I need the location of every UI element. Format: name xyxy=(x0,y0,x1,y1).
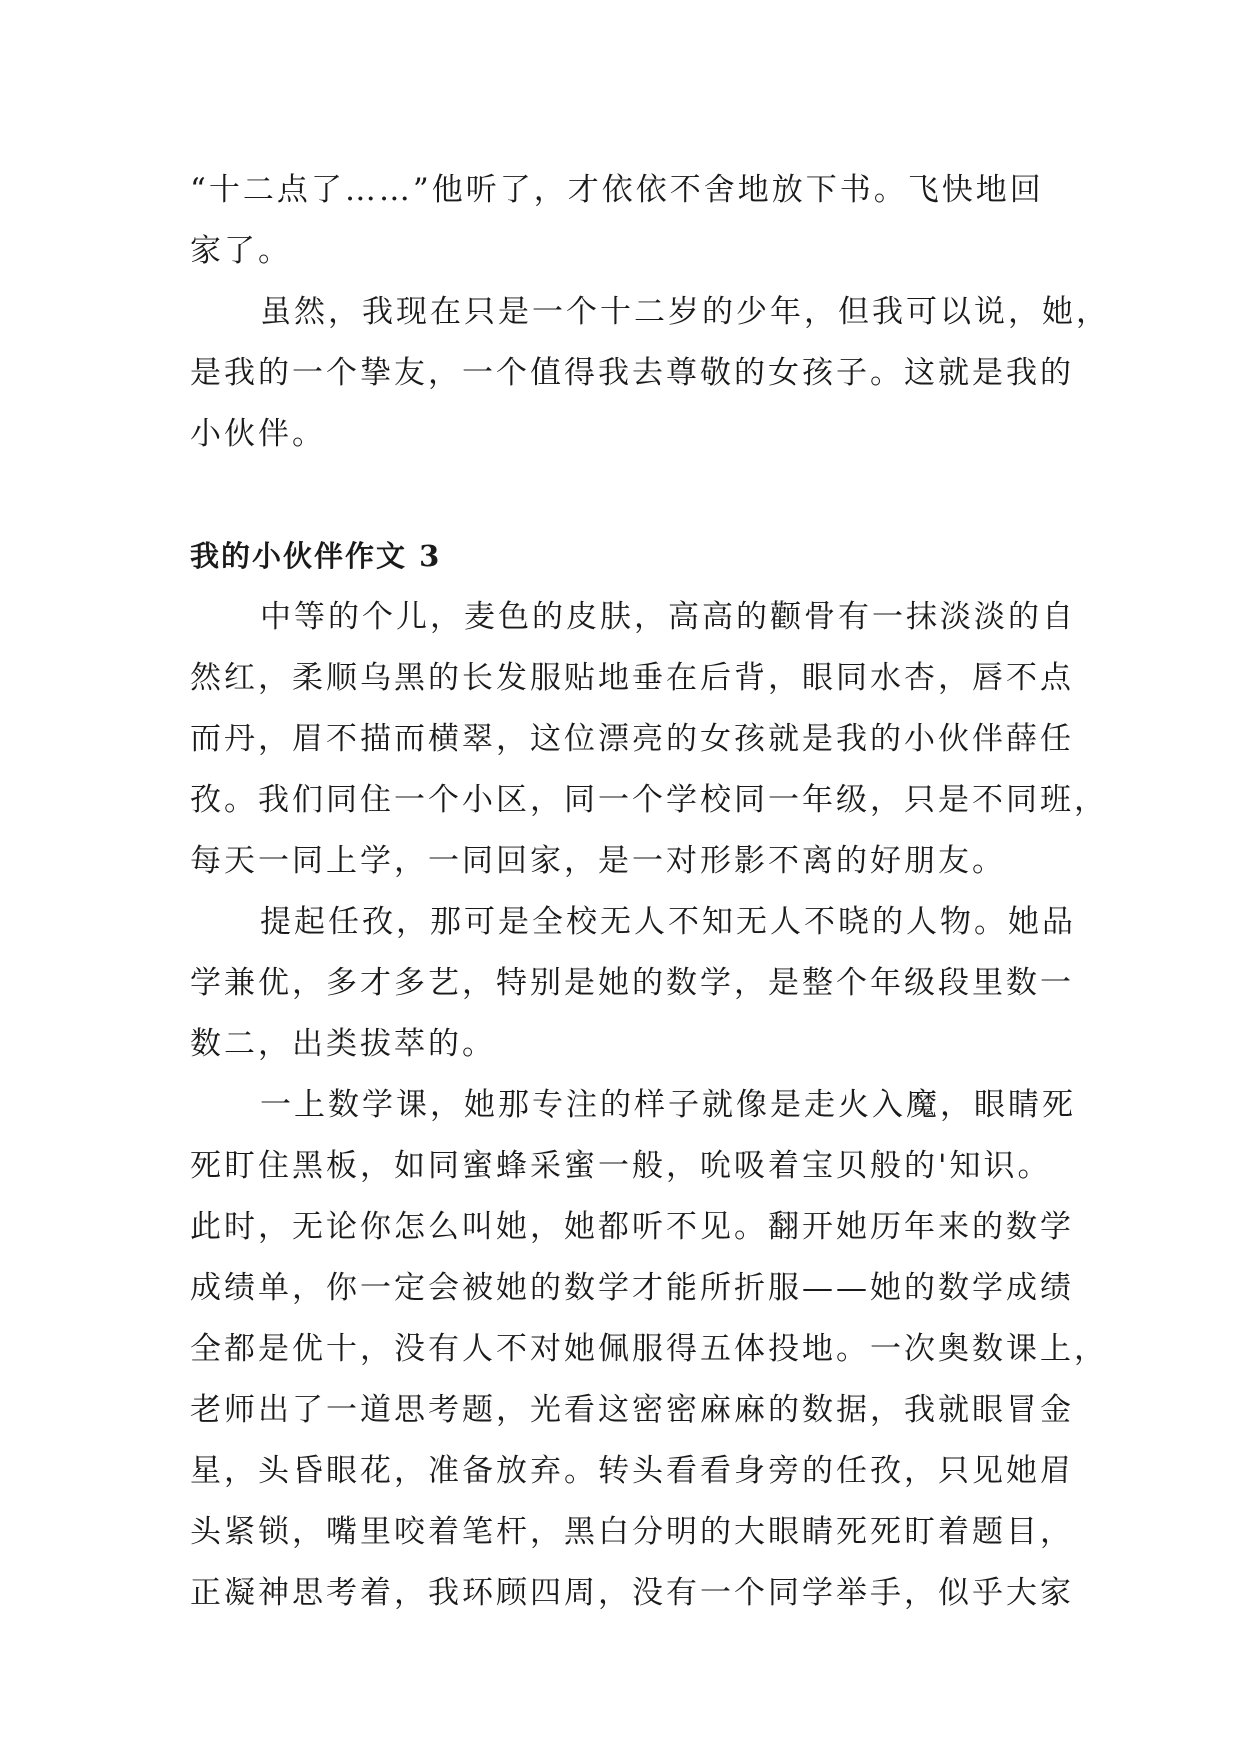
text-line: 孜。我们同住一个小区，同一个学校同一年级，只是不同班， xyxy=(190,782,1108,818)
paragraph xyxy=(190,282,1110,465)
text-line: 每天一同上学，一同回家，是一对形影不离的好朋友。 xyxy=(190,843,1006,879)
text-line: 成绩单，你一定会被她的数学才能所折服——她的数学成绩 xyxy=(190,1270,1074,1306)
text-line: “十二点了……”他听了，才依依不舍地放下书。飞快地回 xyxy=(190,172,1044,208)
text-line: 此时，无论你怎么叫她，她都听不见。翻开她历年来的数学 xyxy=(190,1209,1074,1245)
text-line: 是我的一个挚友，一个值得我去尊敬的女孩子。这就是我的 xyxy=(190,355,1074,391)
document-page xyxy=(190,160,1110,1624)
paragraph xyxy=(190,1075,1108,1624)
section-spacer xyxy=(190,465,1060,526)
text-line: 虽然，我现在只是一个十二岁的少年，但我可以说，她， xyxy=(260,294,1110,330)
text-line: 小伙伴。 xyxy=(190,416,326,452)
text-line: 而丹，眉不描而横翠，这位漂亮的女孩就是我的小伙伴薛任 xyxy=(190,721,1074,757)
section-heading: 我的小伙伴作文 3 xyxy=(190,539,442,573)
text-line: 正凝神思考着，我环顾四周，没有一个同学举手，似乎大家 xyxy=(190,1575,1074,1611)
text-line: 家了。 xyxy=(190,233,292,269)
paragraph xyxy=(190,587,1108,892)
text-line: 一上数学课，她那专注的样子就像是走火入魔，眼睛死 xyxy=(260,1087,1076,1123)
text-line: 中等的个儿，麦色的皮肤，高高的颧骨有一抹淡淡的自 xyxy=(260,599,1076,635)
text-line: 全都是优十，没有人不对她佩服得五体投地。一次奥数课上， xyxy=(190,1331,1108,1367)
text-line: 学兼优，多才多艺，特别是她的数学，是整个年级段里数一 xyxy=(190,965,1074,1001)
text-line: 星，头昏眼花，准备放弃。转头看看身旁的任孜，只见她眉 xyxy=(190,1453,1074,1489)
text-line: 提起任孜，那可是全校无人不知无人不晓的人物。她品 xyxy=(260,904,1076,940)
text-line: 老师出了一道思考题，光看这密密麻麻的数据，我就眼冒金 xyxy=(190,1392,1074,1428)
text-line: 死盯住黑板，如同蜜蜂采蜜一般，吮吸着宝贝般的'知识。 xyxy=(190,1148,1052,1184)
text-line: 然红，柔顺乌黑的长发服贴地垂在后背，眼同水杏，唇不点 xyxy=(190,660,1074,696)
text-line: 数二，出类拔萃的。 xyxy=(190,1026,496,1062)
text-line: 头紧锁，嘴里咬着笔杆，黑白分明的大眼睛死死盯着题目， xyxy=(190,1514,1074,1550)
paragraph xyxy=(190,160,1060,282)
paragraph xyxy=(190,892,1076,1075)
